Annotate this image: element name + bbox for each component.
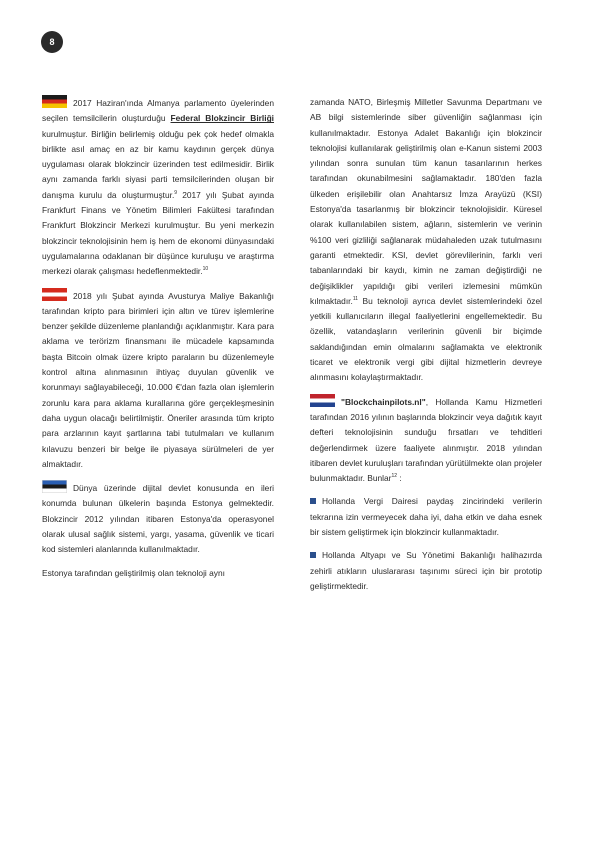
estonia-paragraph-2: [42, 566, 274, 581]
estonia-continued-paragraph: [310, 95, 542, 386]
estonia-text: Dünya üzerinde dijital devlet konusunda en ileri konumda bulunan ülkelerin başında Estonya gelmektedir. Blokzincir 2012 yılından itibaren Estonya'da operasyonel olarak ulusal sağlık sistemi, yargı, yasama, güvenlik ve ticari kod sistemleri alanlarında kullanılmaktadır.: [42, 483, 274, 555]
germany-text-1: 2017 Haziran'ında Almanya parlamento üyelerinden seçilen temsilcilerin oluşturduğu: [42, 98, 274, 124]
estonia-text-2: Estonya tarafından geliştirilmiş olan teknoloji aynı: [42, 567, 225, 578]
netherlands-text-end: :: [397, 473, 402, 484]
left-column: [42, 95, 274, 589]
right-column: [310, 95, 542, 602]
germany-text-2: kurulmuştur. Birliğin belirlemiş olduğu pek çok hedef olmakla birlikte asıl amaç en az bir kamu kaydının gerçek dünya uygulaması olarak blokzincir üzerinden test edilmesidir. Birlik aynı zamanda farklı siyasi parti temsilcilerinden oluşan bir danışma kurulu da oluşturmuştur.: [42, 128, 274, 200]
estonia-paragraph: [42, 480, 274, 557]
footnote-ref: 12: [391, 473, 398, 480]
estonia-cont-text: zamanda NATO, Birleşmiş Milletler Savunma Departmanı ve AB bilgi sistemlerinde siber güvenliğin sağlanması için kullanılmaktadır. Estonya Adalet Bakanlığı için blokzincir teknolojisi kullanılarak geliştirilmiş olan e-Kanun sistemi 2003 yılından sonra sunulan tüm kanun tasarılarının herkes tarafından okunabilmesini sağlamaktadır. 180'den fazla ülkeden erişilebilir olan Anahtarsız İmza Arayüzü (KSI) Estonya'da tasarlanmış bir blokzincir teknolojisidir. Küresel olarak kullanılabilen sistem, ağların, sistemlerin ve verinin %100 veri gizliliği sağlanarak müdahaleden uzak tutulmasını garanti etmektedir. KSI, devlet görevlilerinin, farklı veri tabanlarındaki bir kaydı, kimin ne zaman değiştirdiği ne değişiklikler yapıldığı gibi verileri izlemesini mümkün kılmaktadır.: [310, 97, 542, 306]
list-item: [310, 548, 542, 594]
germany-flag-icon: [42, 95, 67, 108]
austria-text: 2018 yılı Şubat ayında Avusturya Maliye Bakanlığı tarafından kripto para birimleri için altın ve türev işlemlerine benzer şekilde düzenleme planlandığı açıklanmıştır. Kara para aklama ve terörizm finansmanı ile mücadele kapsamında başta Bitcoin olmak üzere kripto paraların bu düzenlemeyle kontrol altına alınmasının ihtiyaç duyulan güvenlik ve korunmayı sağlayabileceği, 10.000 €'dan fazla olan işlemlerin zorunlu kara para aklama kurallarına göre gerçekleşmesinin daha uygun olacağı belirtilmiştir. Öneriler arasında tüm kripto para arzlarının kayıt şartlarına tabi tutulmaları ve kullanım kılavuzu benzeri bir belge ile piyasaya sürülmeleri de yer almaktadır.: [42, 290, 274, 469]
blockchainpilots-title: "Blockchainpilots.nl": [341, 396, 426, 407]
square-bullet-icon: [310, 552, 316, 558]
federal-blockchain-link[interactable]: Federal Blokzincir Birliği: [170, 113, 275, 124]
netherlands-paragraph: [310, 394, 542, 487]
footnote-ref: 11: [352, 296, 359, 303]
estonia-cont-text-2: Bu teknoloji ayrıca devlet sistemlerindeki özel yetkili kullanıcıların illegal faaliyetlerini engellemektedir. Bu özellik, vatandaşların verilerinin güvenli bir biçimde saklandığından emin olmalarını sağlamakta ve elektronik ticaret ve elektronik vergi gibi dijital hizmetlerin devreye alınmasını kolaylaştırmaktadır.: [310, 295, 542, 383]
page-number-badge: 8: [41, 31, 63, 53]
estonia-flag-icon: [42, 480, 67, 493]
bullet-text: Hollanda Altyapı ve Su Yönetimi Bakanlığı halihazırda zehirli atıkların uluslararası taşınımı süreci için bir prototip geliştirmektedir.: [310, 550, 542, 591]
list-item: [310, 494, 542, 540]
austria-flag-icon: [42, 288, 67, 301]
austria-paragraph: [42, 288, 274, 473]
germany-text-3: 2017 yılı Şubat ayında Frankfurt Finans ve Yönetim Bilimleri Fakültesi tarafından Frankfurt Blokzincir Merkezi kurulmuştur. Bu yeni merkezin blokzincir teknolojisinin hem iş hem de ekonomi dünyasındaki uygulamalarına odaklanan bir düşünce kuruluşu ve araştırma merkezi olarak çalışması hedeflenmektedir.: [42, 189, 274, 277]
square-bullet-icon: [310, 498, 316, 504]
netherlands-text: , Hollanda Kamu Hizmetleri tarafından 2016 yılının başlarında blokzincir veya dağıtık kayıt defteri teknolojisinin sunduğu fırsatları ve tehditleri değerlendirmek üzere faaliyete alınmıştır. 2018 yılından itibaren devlet kuruluşları tarafından yürütülmekte olan projeler bulunmaktadır. Bunlar: [310, 396, 542, 484]
netherlands-flag-icon: [310, 394, 335, 407]
footnote-ref: 10: [202, 266, 209, 273]
footnote-ref: 9: [174, 189, 178, 196]
germany-paragraph: [42, 95, 274, 280]
bullet-text: Hollanda Vergi Dairesi paydaş zincirindeki verilerin tekrarına izin vermeyecek daha iyi, daha etkin ve daha esnek bir sistem geliştirmek için blokzincir kullanmaktadır.: [310, 496, 542, 538]
